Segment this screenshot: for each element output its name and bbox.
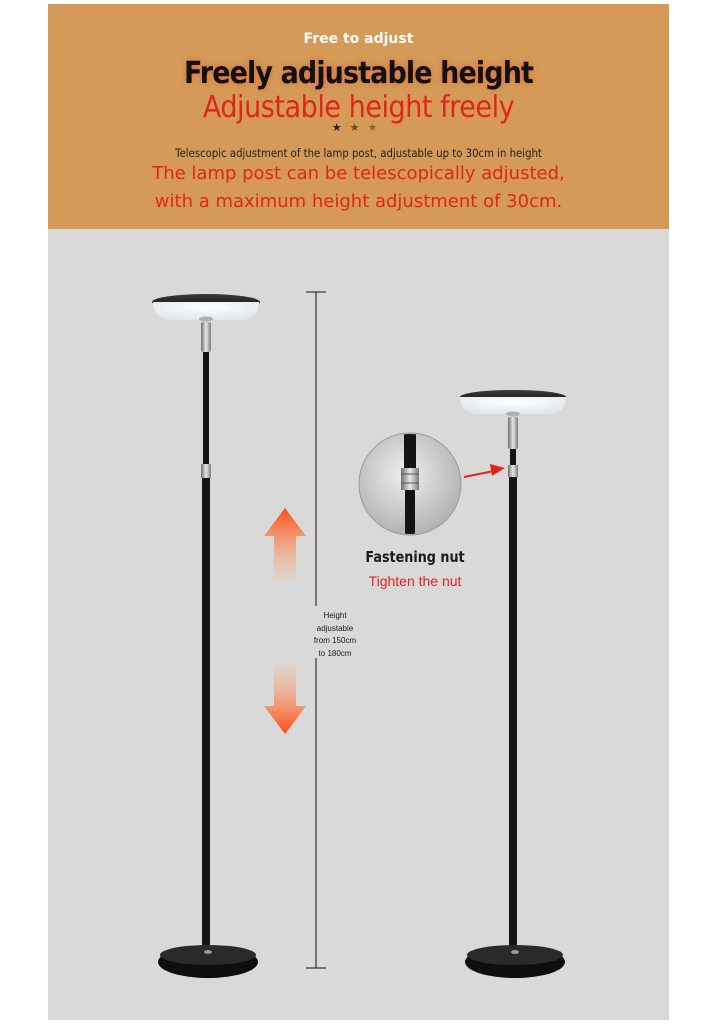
star-icon: ★ (349, 122, 368, 134)
subtitle-small: Telescopic adjustment of the lamp post, adjustable up to 30cm in height (175, 146, 542, 160)
zoom-circle (359, 420, 461, 550)
fastening-nut-subtitle: Tighten the nut (368, 573, 462, 589)
lamp-short (460, 390, 566, 978)
height-range-note: Height adjustable from 150cm to 180cm (313, 611, 357, 658)
lamp-tall (152, 294, 260, 978)
fastening-nut-title: Fastening nut (365, 548, 465, 566)
main-title: Freely adjustable height (183, 56, 534, 91)
kicker-text: Free to adjust (303, 31, 414, 47)
star-icon: ★ (367, 122, 386, 134)
up-arrow-icon (264, 508, 306, 580)
pointer-arrow-icon (464, 464, 505, 477)
main-title-red: Adjustable height freely (202, 90, 515, 125)
down-arrow-icon (264, 664, 306, 734)
star-icon: ★ (331, 122, 350, 134)
subtitle-red-line2: with a maximum height adjustment of 30cm. (154, 191, 563, 212)
subtitle-red-line1: The lamp post can be telescopically adjusted, (152, 163, 565, 184)
